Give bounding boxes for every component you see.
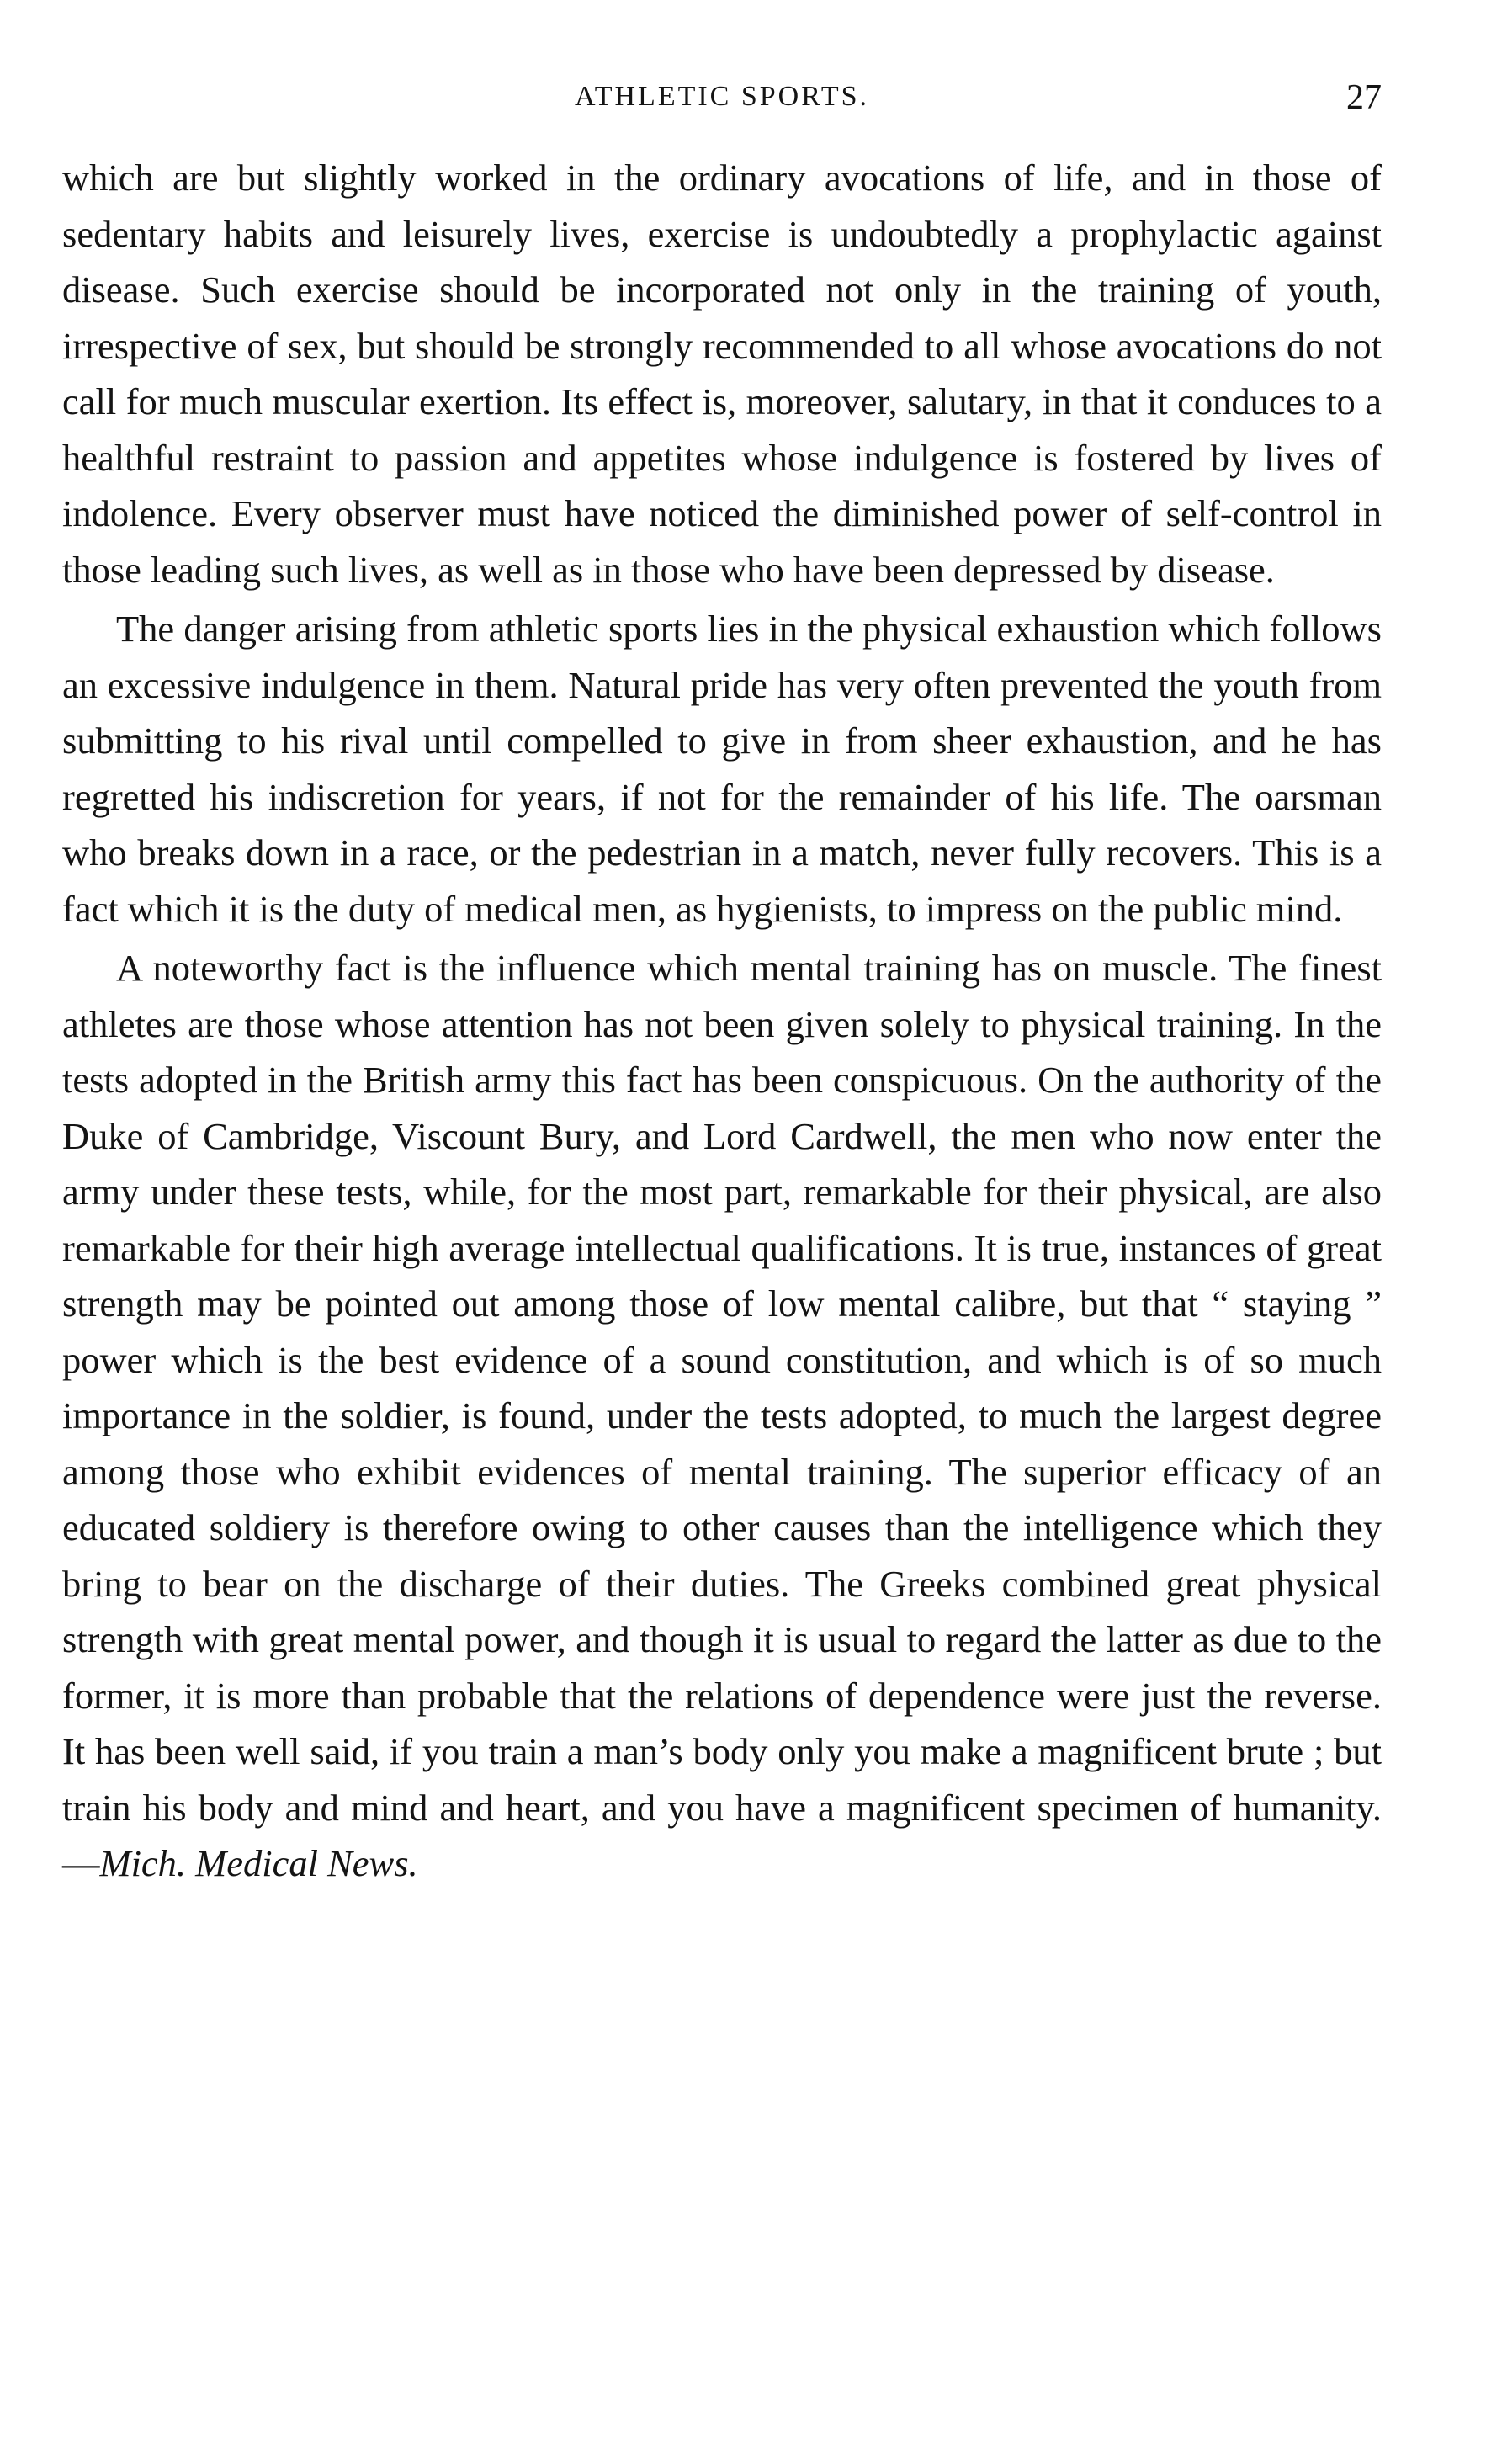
running-title: ATHLETIC SPORTS. xyxy=(574,81,870,112)
paragraph-2: The danger arising from athletic sports lies in the physical exhaustion which follows an excessive indulgence in them. Natural pride has very often prevented the youth from submitting to his rival until compelled to give in from sheer exhaustion, and he has regretted his indiscretion for years, if not for the remainder of his life. The oarsman who breaks down in a race, or the pedestrian in a match, never fully recovers. This is a fact which it is the duty of medical men, as hygienists, to impress on the public mind. xyxy=(62,608,1382,930)
page-number: 27 xyxy=(1346,78,1382,117)
paragraph-3 xyxy=(62,940,1382,1892)
running-header xyxy=(62,78,1382,131)
source-attribution: Mich. Medical News. xyxy=(99,1842,418,1884)
paragraph-1: which are but slightly worked in the ordinary avocations of life, and in those of sedentary habits and leisurely lives, exercise is undoubtedly a prophylactic against disease. Such exercise should be incorporated not only in the training of youth, irrespective of sex, but should be strongly recommended to all whose avocations do not call for much muscular exertion. Its effect is, moreover, salutary, in that it conduces to a healthful restraint to passion and appetites whose indulgence is fostered by lives of indolence. Every observer must have noticed the diminished power of self-control in those leading such lives, as well as in those who have been depressed by disease. xyxy=(62,157,1382,591)
article-body xyxy=(62,150,1382,1892)
paragraph-3-text: A noteworthy fact is the influence which mental training has on muscle. The finest athletes are those whose attention has not been given solely to physical training. In the tests adopted in the British army this fact has been conspicuous. On the authority of the Duke of Cambridge, Viscount Bury, and Lord Cardwell, the men who now enter the army under these tests, while, for the most part, remarkable for their physical, are also remarkable for their high average intellectual qualifications. It is true, instances of great strength may be pointed out among those of low mental calibre, but that “ staying ” power which is the best evidence of a sound constitution, and which is of so much importance in the soldier, is found, under the tests adopted, to much the largest degree among those who exhibit evidences of mental training. The superior efficacy of an educated soldiery is therefore owing to other causes than the intelligence which they bring to bear on the discharge of their duties. The Greeks combined great physical strength with great mental power, and though it is usual to regard the latter as due to the former, it is more than probable that the relations of dependence were just the reverse. It has been well said, if you train a man’s body only you make a magnificent brute ; but train his body and mind and heart, and you have a magnificent specimen of humanity.— xyxy=(62,947,1382,1884)
